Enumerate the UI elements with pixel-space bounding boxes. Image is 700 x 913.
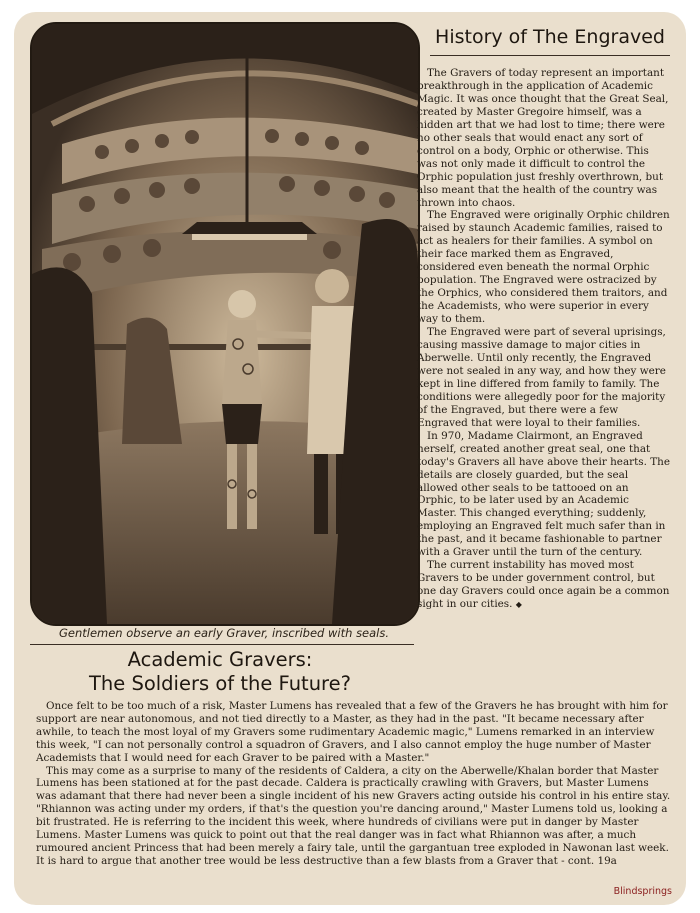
academic-paragraph: "Rhiannon was acting under my orders, if that's the question you're dancing around," Master Lumens told us, looking a bit frustrated. He is referring to the incident this week, where hundreds of civilians were put in danger by Master Lumens. Master Lumens was quick to point out that the real danger was in fact what Rhiannon was after, a much rumoured ancient Princess that had been merely a fairy tale, until the gargantuan tree exploded in Nawonan last week. It is hard to argue that another tree would be less destructive than a few blasts from a Graver that - cont. 19a: [36, 803, 669, 867]
history-title-rule: [430, 55, 670, 56]
academic-article: [36, 700, 672, 868]
diamond-arrow-icon: ◆: [515, 600, 522, 610]
history-paragraph: The Gravers of today represent an important breakthrough in the application of Academic Magic. It was once thought that the Great Seal, created by Master Gregoire himself, was a hidden art that we had lost to time; there were no other seals that would enact any sort of control on a body, Orphic or otherwise. This was not only made it difficult to control the Orphic population just freshly overthrown, but also meant that the health of the country was thrown into chaos.: [417, 67, 669, 209]
history-paragraph: In 970, Madame Clairmont, an Engraved herself, created another great seal, one that today's Gravers all have above their hearts. The details are closely guarded, but the seal allowed other seals to be tattooed on an Orphic, to be later used by an Academic Master. This changed everything; suddenly, employing an Engraved felt much safer than in the past, and it became fashionable to partner with a Graver until the turn of the century.: [417, 429, 670, 559]
history-paragraph: The Engraved were part of several uprisings, causing massive damage to major cities in Aberwelle. Until only recently, the Engraved were not sealed in any way, and how they were kept in line differed from family to family. The conditions were allegedly poor for the majority of the Engraved, but there were a few Engraved that were loyal to their families.: [417, 326, 666, 429]
history-title: History of The Engraved: [435, 26, 665, 48]
newspaper-page: [14, 12, 686, 905]
academic-paragraph: This may come as a surprise to many of the residents of Caldera, a city on the Aberwelle/Khalan border that Master Lumens has been stationed at for the past decade. Caldera is practically crawling with Gravers, but Master Lumens was adamant that there had never been a single incident of his new Gravers acting outside his control in his entire stay.: [36, 764, 671, 803]
hanging-lamp: [182, 222, 317, 234]
history-article: [417, 67, 671, 612]
history-paragraph-last: The current instability has moved most Gravers to be under government control, but one day Gravers could once again be a common sight in our cities. ◆: [417, 559, 670, 611]
illustration-caption: Gentlemen observe an early Graver, inscribed with seals.: [58, 626, 390, 640]
academic-title-line2: The Soldiers of the Future?: [88, 672, 351, 695]
academic-title: [50, 648, 390, 696]
history-paragraph: The Engraved were originally Orphic children raised by staunch Academic families, raised to act as healers for their families. A symbol on their face marked them as Engraved, considered even beneath the normal Orphic population. The Engraved were ostracized by the Orphics, who considered them traitors, and the Academists, who were superior in every way to them.: [417, 209, 670, 326]
academic-title-line1: Academic Gravers:: [127, 648, 313, 671]
footer-credit: Blindsprings: [613, 886, 672, 897]
illustration-graver-scene: [32, 24, 418, 624]
illustration-panel: [30, 22, 420, 626]
academic-paragraph: Once felt to be too much of a risk, Master Lumens has revealed that a few of the Gravers he has brought with him for support are near autonomous, and not tied directly to a Master, as they had in the past. "It became necessary after awhile, to teach the most loyal of my Gravers some rudimentary Academic magic," Lumens remarked in an interview this week, "I can not personally control a squadron of Gravers, and I also cannot employ the huge number of Master Academists that I would need for each Graver to be paired with a Master.": [36, 700, 668, 764]
caption-rule: [30, 644, 414, 645]
